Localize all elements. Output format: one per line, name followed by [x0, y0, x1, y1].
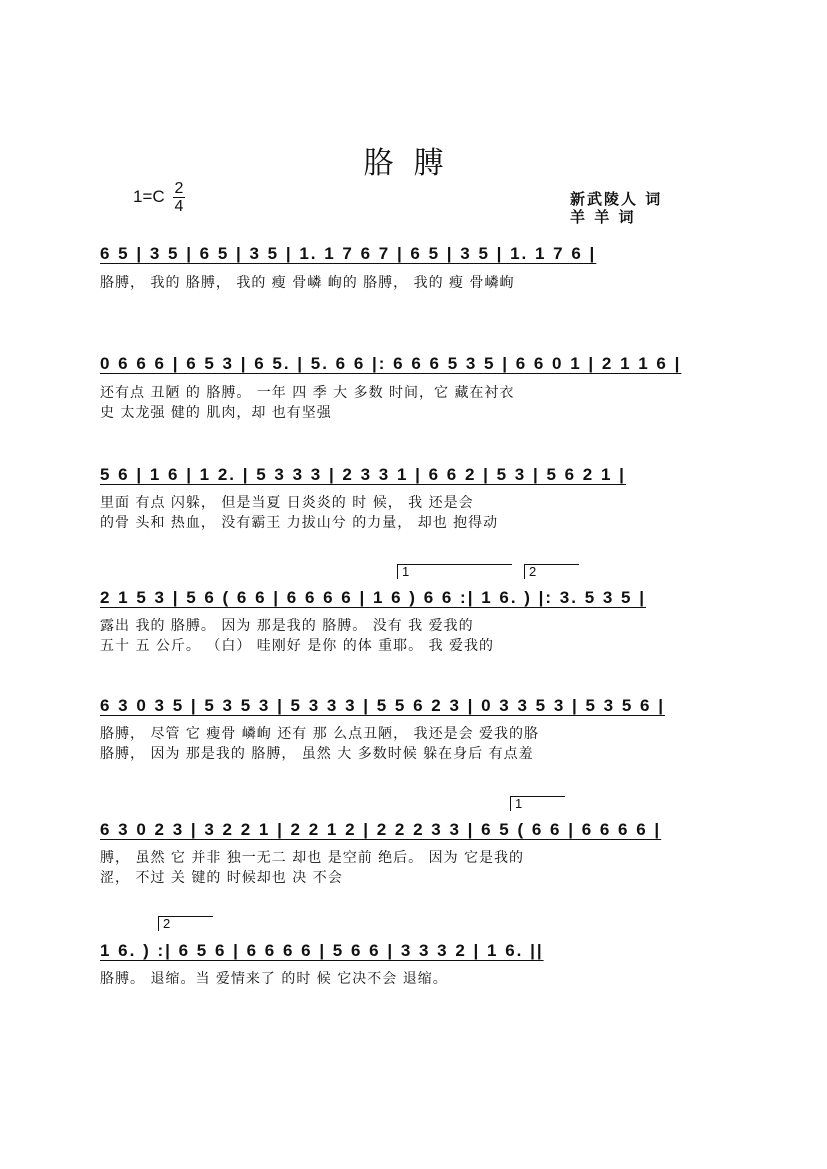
notation-line: 1 6. ) :| 6 5 6 | 6 6 6 6 | 5 6 6 | 3 3 3 2 | 1 6. ||	[100, 941, 544, 960]
notation-line: 5 6 | 1 6 | 1 2. | 5 3 3 3 | 2 3 3 1 | 6 6 2 | 5 3 | 5 6 2 1 |	[100, 465, 626, 484]
lyric-line: 五十 五 公斤。 （白） 哇刚好 是你 的体 重耶。 我 爱我的	[100, 638, 495, 654]
volta-bracket: 1	[397, 564, 512, 579]
lyric-line: 膊， 虽然 它 并非 独一无二 却也 是空前 绝后。 因为 它是我的	[100, 850, 525, 866]
volta-bracket: 2	[158, 916, 213, 931]
lyric-line: 胳膊， 尽管 它 瘦骨 嶙峋 还有 那 么点丑陋， 我还是会 爱我的胳	[100, 726, 540, 742]
time-signature-bottom: 4	[174, 198, 184, 215]
key-signature: 1=C	[133, 187, 165, 206]
volta-bracket: 2	[524, 564, 579, 579]
composer-credit: 羊 羊 词	[570, 208, 636, 226]
time-signature-top: 2	[174, 180, 184, 197]
song-title: 胳膊	[363, 146, 464, 181]
lyric-line: 胳膊， 因为 那是我的 胳膊， 虽然 大 多数时候 躲在身后 有点羞	[100, 746, 534, 762]
lyricist-credit: 新武陵人 词	[570, 190, 663, 208]
notation-line: 6 3 0 2 3 | 3 2 2 1 | 2 2 1 2 | 2 2 2 3 3 | 6 5 ( 6 6 | 6 6 6 6 |	[100, 820, 662, 839]
lyric-line: 还有点 丑陋 的 胳膊。 一年 四 季 大 多数 时间，它 藏在衬衣	[100, 385, 515, 401]
lyric-line: 胳膊， 我的 胳膊， 我的 瘦 骨嶙 峋的 胳膊， 我的 瘦 骨嶙峋	[100, 275, 515, 291]
volta-bracket: 1	[510, 796, 565, 811]
time-signature	[172, 180, 186, 215]
notation-line: 6 3 0 3 5 | 5 3 5 3 | 5 3 3 3 | 5 5 6 2 3 | 0 3 3 5 3 | 5 3 5 6 |	[100, 696, 665, 715]
lyric-line: 胳膊。 退缩。当 爱情来了 的时 候 它决不会 退缩。	[100, 971, 448, 987]
lyric-line: 的骨 头和 热血， 没有霸王 力拔山兮 的力量， 却也 抱得动	[100, 515, 499, 531]
notation-line: 6 5 | 3 5 | 6 5 | 3 5 | 1. 1 7 6 7 | 6 5 | 3 5 | 1. 1 7 6 |	[100, 244, 597, 263]
lyric-line: 里面 有点 闪躲， 但是当夏 日炎炎的 时 候， 我 还是会	[100, 495, 474, 511]
lyric-line: 涩， 不过 关 键的 时候却也 决 不会	[100, 870, 343, 886]
notation-line: 0 6 6 6 | 6 5 3 | 6 5. | 5. 6 6 |: 6 6 6 5 3 5 | 6 6 0 1 | 2 1 1 6 |	[100, 354, 682, 373]
lyric-line: 露出 我的 胳膊。 因为 那是我的 胳膊。 没有 我 爱我的	[100, 618, 474, 634]
notation-line: 2 1 5 3 | 5 6 ( 6 6 | 6 6 6 6 | 1 6 ) 6 6 :| 1 6. ) |: 3. 5 3 5 |	[100, 588, 646, 607]
lyric-line: 史 太龙强 健的 肌肉，却 也有坚强	[100, 405, 332, 421]
